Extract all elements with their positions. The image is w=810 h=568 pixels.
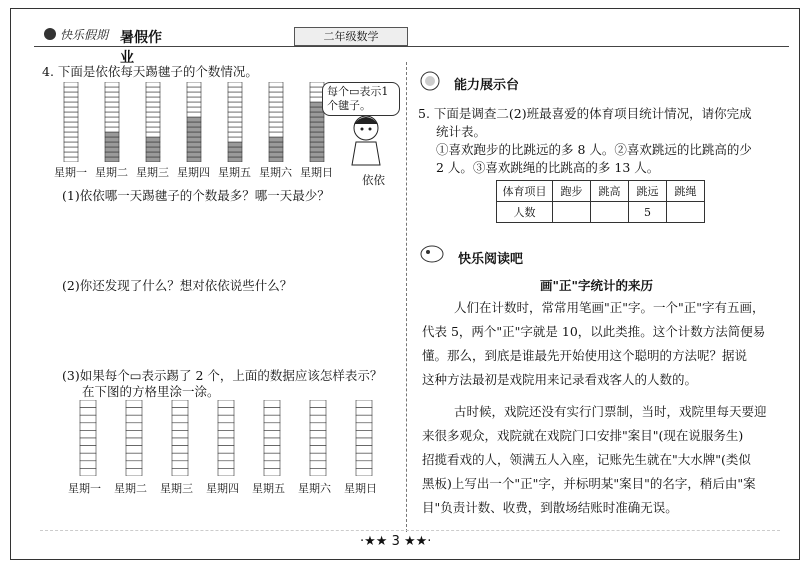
grid-cell[interactable] — [356, 400, 372, 408]
reading-line: 来很多观众，戏院就在戏院门口安排"案目"(现在说服务生) — [422, 428, 744, 443]
bar-cell — [310, 112, 324, 117]
bar-cell — [228, 122, 242, 127]
grid-cell[interactable] — [126, 468, 142, 476]
grid-cell[interactable] — [172, 430, 188, 438]
bar-cell — [228, 87, 242, 92]
grid-cell[interactable] — [80, 430, 96, 438]
bar-cell — [228, 102, 242, 107]
blank-grid-chart — [76, 400, 376, 476]
bar-cell — [187, 137, 201, 142]
table-cell: 5 — [629, 202, 667, 223]
grid-cell[interactable] — [356, 430, 372, 438]
bar-cell — [310, 122, 324, 127]
grid-day-label: 星期一 — [68, 482, 101, 495]
grid-cell[interactable] — [126, 400, 142, 408]
grid-day-label: 星期二 — [114, 482, 147, 495]
bar-cell — [310, 117, 324, 122]
bar-cell — [146, 127, 160, 132]
grid-cell[interactable] — [172, 453, 188, 461]
bar-cell — [269, 157, 283, 162]
grid-cell[interactable] — [310, 415, 326, 423]
grid-cell[interactable] — [218, 468, 234, 476]
bar-cell — [269, 102, 283, 107]
reading-line: 古时候，戏院还没有实行门票制，当时，戏院里每天要迎 — [454, 404, 767, 419]
bar-cell — [228, 132, 242, 137]
grid-cell[interactable] — [264, 400, 280, 408]
grid-cell[interactable] — [310, 400, 326, 408]
day-label: 星期一 — [54, 166, 87, 179]
sports-stats-table — [496, 180, 705, 223]
bar-cell — [310, 142, 324, 147]
table-row — [497, 202, 705, 223]
header-divider — [34, 46, 789, 47]
lion-icon — [418, 70, 452, 92]
bar-cell — [228, 117, 242, 122]
grid-cell[interactable] — [218, 408, 234, 416]
q4-title: 4. 下面是依依每天踢毽子的个数情况。 — [42, 64, 258, 79]
grid-cell[interactable] — [126, 461, 142, 469]
reading-line: 黑板)上写出一个"正"字，并标明某"案目"的名字，稍后由"案 — [422, 476, 756, 491]
grid-cell[interactable] — [310, 408, 326, 416]
bar-cell — [64, 112, 78, 117]
grid-cell[interactable] — [80, 446, 96, 454]
bar-cell — [269, 82, 283, 87]
grid-cell[interactable] — [126, 438, 142, 446]
character-name: 依依 — [362, 173, 385, 187]
bar-cell — [310, 147, 324, 152]
grid-cell[interactable] — [310, 430, 326, 438]
grid-day-label: 星期五 — [252, 482, 285, 495]
bar-cell — [105, 107, 119, 112]
bar-cell — [64, 107, 78, 112]
bar-cell — [105, 132, 119, 137]
bar-cell — [269, 112, 283, 117]
table-cell: 跳远 — [629, 181, 667, 202]
bar-cell — [146, 92, 160, 97]
cow-icon — [418, 242, 454, 264]
day-label: 星期二 — [95, 166, 128, 179]
bar-cell — [187, 142, 201, 147]
page-number-value: 3 — [391, 534, 400, 549]
grid-cell[interactable] — [218, 430, 234, 438]
grid-cell[interactable] — [218, 438, 234, 446]
grid-cell[interactable] — [80, 408, 96, 416]
reading-title: 画"正"字统计的来历 — [540, 278, 654, 293]
q4-sub3-line2: 在下图的方格里涂一涂。 — [82, 384, 220, 399]
grid-cell[interactable] — [80, 423, 96, 431]
grid-cell[interactable] — [172, 408, 188, 416]
bar-cell — [146, 97, 160, 102]
bar-cell — [228, 107, 242, 112]
bar-cell — [228, 152, 242, 157]
bar-cell — [146, 102, 160, 107]
table-cell: 体育项目 — [497, 181, 553, 202]
bar-cell — [105, 157, 119, 162]
grid-cell[interactable] — [356, 423, 372, 431]
bar-cell — [146, 132, 160, 137]
bar-cell — [105, 102, 119, 107]
grid-cell[interactable] — [172, 423, 188, 431]
grid-cell[interactable] — [356, 408, 372, 416]
grid-cell[interactable] — [310, 453, 326, 461]
bar-cell — [228, 92, 242, 97]
bar-cell — [64, 82, 78, 87]
grid-cell[interactable] — [218, 453, 234, 461]
bar-cell — [187, 107, 201, 112]
brand-logo-text: 快乐假期 — [60, 28, 109, 42]
table-cell: 跑步 — [553, 181, 591, 202]
grid-cell[interactable] — [264, 415, 280, 423]
bar-cell — [187, 97, 201, 102]
bar-cell — [146, 137, 160, 142]
grid-cell[interactable] — [126, 408, 142, 416]
reading-line: 招揽看戏的人，领满五人入座，记账先生就在"大水牌"(类似 — [422, 452, 751, 467]
bar-cell — [64, 137, 78, 142]
bar-cell — [146, 152, 160, 157]
table-cell: 跳高 — [591, 181, 629, 202]
bar-cell — [146, 117, 160, 122]
table-cell: 人数 — [497, 202, 553, 223]
grid-cell[interactable] — [80, 468, 96, 476]
grid-cell[interactable] — [310, 446, 326, 454]
grid-cell[interactable] — [126, 446, 142, 454]
bar-cell — [269, 147, 283, 152]
bar-cell — [64, 117, 78, 122]
grid-cell[interactable] — [218, 423, 234, 431]
grade-label: 二年级数学 — [294, 27, 408, 46]
bar-cell — [310, 132, 324, 137]
reading-line: 目"负责计数、收费，到散场结账时准确无误。 — [422, 500, 678, 515]
table-header-row — [497, 181, 705, 202]
grid-cell[interactable] — [80, 453, 96, 461]
bar-cell — [187, 87, 201, 92]
bar-cell — [310, 157, 324, 162]
bar-cell — [269, 92, 283, 97]
bar-cell — [105, 117, 119, 122]
bar-cell — [105, 82, 119, 87]
grid-cell[interactable] — [264, 438, 280, 446]
bar-cell — [269, 127, 283, 132]
bar-cell — [269, 132, 283, 137]
bar-cell — [64, 97, 78, 102]
bar-cell — [64, 122, 78, 127]
bar-cell — [64, 152, 78, 157]
grid-cell[interactable] — [172, 415, 188, 423]
bar-cell — [310, 152, 324, 157]
bar-cell — [105, 152, 119, 157]
girl-character-icon — [338, 110, 394, 170]
bar-cell — [187, 127, 201, 132]
bar-cell — [187, 82, 201, 87]
grid-cell[interactable] — [172, 438, 188, 446]
bar-cell — [105, 142, 119, 147]
bar-cell — [269, 107, 283, 112]
grid-cell[interactable] — [356, 461, 372, 469]
table-cell: 跳绳 — [667, 181, 705, 202]
grid-cell[interactable] — [264, 408, 280, 416]
reading-line: 懂。那么，到底是谁最先开始使用这个聪明的方法呢？据说 — [422, 348, 748, 363]
bar-cell — [105, 92, 119, 97]
page-number — [360, 534, 431, 549]
grid-cell[interactable] — [264, 446, 280, 454]
grid-cell[interactable] — [264, 453, 280, 461]
grid-cell[interactable] — [126, 415, 142, 423]
grid-cell[interactable] — [310, 438, 326, 446]
section-reading: 快乐阅读吧 — [458, 252, 524, 267]
grid-cell[interactable] — [80, 461, 96, 469]
grid-cell[interactable] — [218, 415, 234, 423]
grid-cell[interactable] — [310, 461, 326, 469]
bar-cell — [146, 157, 160, 162]
q5-line2: 统计表。 — [436, 124, 487, 139]
q5-line4: 2 人。③喜欢跳绳的比跳高的多 13 人。 — [436, 160, 660, 175]
table-cell-input[interactable] — [591, 202, 629, 223]
reading-line: 这种方法最初是戏院用来记录看戏客人的人数的。 — [422, 372, 698, 387]
bar-cell — [64, 157, 78, 162]
grid-cell[interactable] — [356, 468, 372, 476]
bar-cell — [228, 142, 242, 147]
grid-cell[interactable] — [264, 423, 280, 431]
bar-cell — [269, 97, 283, 102]
grid-cell[interactable] — [356, 453, 372, 461]
grid-cell[interactable] — [80, 400, 96, 408]
bar-cell — [187, 117, 201, 122]
star-icon: ·★★ — [360, 534, 392, 549]
bar-cell — [310, 137, 324, 142]
reading-line: 代表 5，两个"正"字就是 10，以此类推。这个计数方法简便易 — [422, 324, 766, 339]
day-label: 星期六 — [259, 166, 292, 179]
bar-cell — [105, 87, 119, 92]
bar-cell — [187, 122, 201, 127]
bar-cell — [105, 97, 119, 102]
bar-cell — [105, 147, 119, 152]
bar-cell — [64, 92, 78, 97]
bar-cell — [64, 142, 78, 147]
bar-cell — [105, 122, 119, 127]
bar-cell — [105, 112, 119, 117]
grid-cell[interactable] — [172, 400, 188, 408]
speech-bubble: 每个▭表示1个毽子。 — [322, 82, 400, 116]
bar-cell — [105, 127, 119, 132]
bar-cell — [187, 147, 201, 152]
bar-cell — [269, 142, 283, 147]
bar-cell — [146, 87, 160, 92]
grid-cell[interactable] — [218, 446, 234, 454]
grid-cell[interactable] — [126, 423, 142, 431]
bar-cell — [269, 137, 283, 142]
footer-divider — [40, 530, 780, 531]
grid-cell[interactable] — [126, 453, 142, 461]
grid-cell[interactable] — [172, 461, 188, 469]
q4-sub2: (2)你还发现了什么？想对依依说些什么？ — [62, 278, 293, 293]
bar-cell — [146, 122, 160, 127]
bar-cell — [64, 147, 78, 152]
table-cell-input[interactable] — [667, 202, 705, 223]
bar-cell — [187, 132, 201, 137]
grid-cell[interactable] — [356, 415, 372, 423]
grid-cell[interactable] — [80, 438, 96, 446]
bar-cell — [228, 112, 242, 117]
bar-cell — [228, 82, 242, 87]
bar-cell — [64, 102, 78, 107]
bar-cell — [146, 147, 160, 152]
bar-cell — [64, 127, 78, 132]
grid-cell[interactable] — [172, 468, 188, 476]
bar-cell — [310, 127, 324, 132]
bar-cell — [64, 132, 78, 137]
bar-cell — [146, 142, 160, 147]
q4-sub1: (1)依依哪一天踢毽子的个数最多？哪一天最少？ — [62, 188, 330, 203]
grid-day-label: 星期三 — [160, 482, 193, 495]
bar-cell — [187, 112, 201, 117]
bar-cell — [269, 152, 283, 157]
grid-cell[interactable] — [310, 423, 326, 431]
brand-logo-icon — [40, 22, 110, 46]
grid-cell[interactable] — [172, 446, 188, 454]
bar-cell — [228, 157, 242, 162]
bar-cell — [187, 152, 201, 157]
bar-cell — [228, 97, 242, 102]
grid-day-label: 星期四 — [206, 482, 239, 495]
grid-cell[interactable] — [356, 446, 372, 454]
bar-cell — [187, 102, 201, 107]
grid-day-label: 星期日 — [344, 482, 377, 495]
day-label: 星期四 — [177, 166, 210, 179]
grid-cell[interactable] — [356, 438, 372, 446]
day-label: 星期五 — [218, 166, 251, 179]
q5-line1: 5. 下面是调查二(2)班最喜爱的体育项目统计情况，请你完成 — [418, 106, 752, 121]
bar-cell — [146, 112, 160, 117]
bar-cell — [269, 87, 283, 92]
kick-bar-chart — [60, 82, 330, 162]
bar-cell — [269, 117, 283, 122]
column-divider — [406, 62, 407, 532]
bar-cell — [228, 127, 242, 132]
q5-line3: ①喜欢跑步的比跳远的多 8 人。②喜欢跳远的比跳高的少 — [436, 142, 752, 157]
table-cell-input[interactable] — [553, 202, 591, 223]
bar-cell — [228, 147, 242, 152]
grid-cell[interactable] — [80, 415, 96, 423]
grid-cell[interactable] — [264, 430, 280, 438]
brand — [40, 22, 170, 66]
grid-cell[interactable] — [264, 468, 280, 476]
brand-title: 暑假作业 — [120, 30, 162, 66]
grid-cell[interactable] — [218, 461, 234, 469]
bar-cell — [187, 157, 201, 162]
day-label: 星期三 — [136, 166, 169, 179]
bar-cell — [269, 122, 283, 127]
grid-cell[interactable] — [126, 430, 142, 438]
bar-cell — [146, 107, 160, 112]
grid-cell[interactable] — [310, 468, 326, 476]
bar-cell — [187, 92, 201, 97]
bar-cell — [105, 137, 119, 142]
q4-sub3-line1: (3)如果每个▭表示踢了 2 个，上面的数据应该怎样表示？ — [62, 368, 383, 383]
grid-day-label: 星期六 — [298, 482, 331, 495]
grid-cell[interactable] — [264, 461, 280, 469]
day-label: 星期日 — [300, 166, 333, 179]
grid-cell[interactable] — [218, 400, 234, 408]
reading-line: 人们在计数时，常常用笔画"正"字。一个"正"字有五画， — [454, 300, 765, 315]
star-icon: ★★· — [399, 534, 432, 549]
bar-cell — [64, 87, 78, 92]
bar-cell — [146, 82, 160, 87]
bar-cell — [228, 137, 242, 142]
section-ability: 能力展示台 — [454, 78, 520, 93]
